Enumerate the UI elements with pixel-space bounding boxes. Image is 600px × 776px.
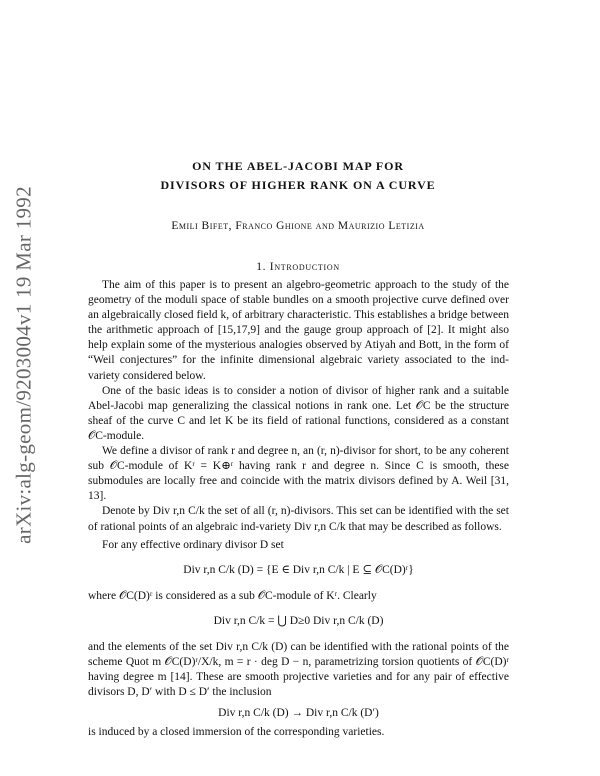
closing-line: is induced by a closed immersion of the corresponding varieties. (88, 726, 385, 739)
title-line-2: DIVISORS OF HIGHER RANK ON A CURVE (160, 178, 436, 192)
body-text (88, 278, 509, 741)
paragraph-3: We define a divisor of rank r and degree n, an (r, n)-divisor for short, to be any coherent sub 𝒪C-module of Kʳ = K⊕ʳ having rank r and degree n. Since C is smooth, these submodules are locally free and coincide with the matrix divisors defined by A. Weil [31, 13]. (88, 445, 509, 503)
title-line-1: ON THE ABEL-JACOBI MAP FOR (192, 159, 404, 173)
authors: Emili Bifet, Franco Ghione and Maurizio Letizia (171, 220, 425, 232)
after-equation-2: and the elements of the set Div r,n C/k (D) can be identified with the rational points of the scheme Quot m 𝒪C(D)ʳ/X/k, m = r · deg D − n, parametrizing torsion quotients of 𝒪C(D)ʳ having degree m [14]. These are smooth projective varieties and for any pair of effective divisors D, D′ with D ≤ D′ the inclusion (88, 640, 509, 699)
paper-title (88, 157, 508, 195)
equation-3: Div r,n C/k (D) → Div r,n C/k (D′) (218, 707, 379, 720)
paragraph-2: One of the basic ideas is to consider a notion of divisor of higher rank and a suitable Abel-Jacobi map generalizing the classical notions in rank one. Let 𝒪C be the structure sheaf of the curve C and let K be its field of rational functions, considered as a constant 𝒪C-module. (88, 384, 509, 442)
paragraph-5: For any effective ordinary divisor D set (102, 538, 284, 551)
paragraph-1: The aim of this paper is to present an algebro-geometric approach to the study of the geometry of the moduli space of stable bundles on a smooth projective curve defined over an algebraically closed field k, of arbitrary characteristic. This establishes a bridge between the arithmetic approach of [15,17,9] and the gauge group approach of [2]. It might also help explain some of the mysterious analogies observed by Atiyah and Bott, in the form of “Weil conjectures” for the infinite dimensional algebraic variety associated to the ind-variety considered below. (88, 279, 509, 382)
arxiv-stamp (4, 185, 44, 545)
arxiv-stamp-text: arXiv:alg-geom/9203004v1 19 Mar 1992 (11, 186, 36, 544)
after-equation-1: where 𝒪C(D)ʳ is considered as a sub 𝒪C-module of Kʳ. Clearly (88, 589, 377, 602)
paragraph-4: Denote by Div r,n C/k the set of all (r, n)-divisors. This set can be identified with the set of rational points of an algebraic ind-variety Div r,n C/k that may be described as follows. (88, 505, 509, 533)
equation-1: Div r,n C/k (D) = {E ∈ Div r,n C/k | E ⊆ 𝒪C(D)ʳ} (183, 563, 414, 576)
section-heading: 1. Introduction (256, 261, 340, 273)
equation-2: Div r,n C/k = ⋃ D≥0 Div r,n C/k (D) (213, 614, 384, 627)
